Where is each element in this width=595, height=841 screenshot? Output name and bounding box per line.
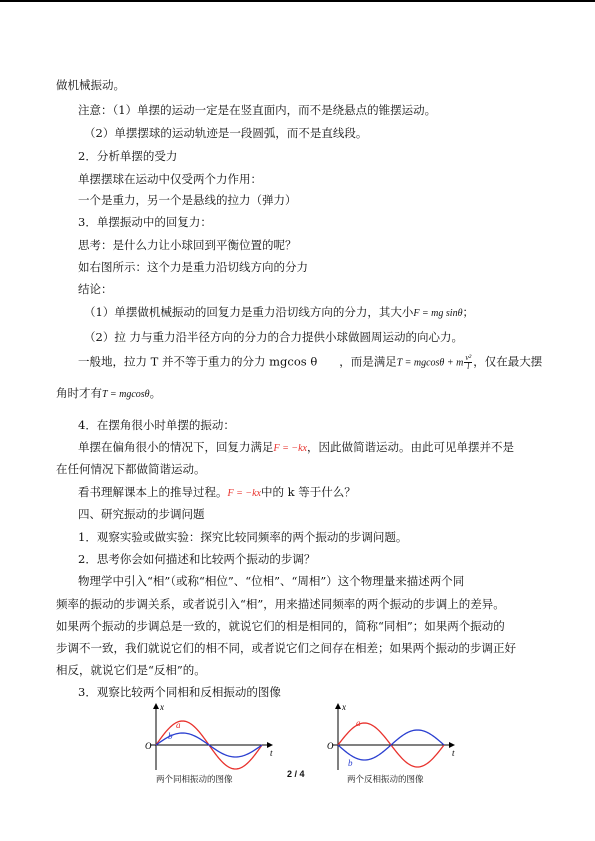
formula: T = mgcosθ + m (396, 357, 464, 369)
text-line: 2．思考你会如何描述和比较两个振动的步调？ (78, 552, 316, 566)
text-line: 频率的振动的步调关系，或者说引入“相”，用来描述同频率的两个振动的步调上的差异。 (56, 597, 505, 611)
text-line: 在任何情况下都做简谐运动。 (56, 462, 206, 476)
x-axis-label: x (160, 702, 164, 712)
section-heading: 四、研究振动的步调问题 (78, 507, 205, 521)
formula: T = mgcosθ (102, 389, 150, 400)
t-axis-label: t (270, 748, 273, 758)
wave-a-label: a (356, 718, 361, 728)
text-line: 角时才有T = mgcosθ。 (56, 386, 162, 400)
header-rule (0, 0, 595, 2)
text-line: 如右图所示：这个力是重力沿切线方向的分力 (78, 260, 308, 274)
conclusion-line: （1）单摆做机械振动的回复力是重力沿切线方向的分力，其大小F = mg sinθ； (84, 305, 474, 319)
note-line: （2）单摆摆球的运动轨迹是一段圆弧，而不是直线段。 (84, 126, 368, 140)
text-line: 结论： (78, 282, 113, 296)
text-line: 一个是重力，另一个是悬线的拉力（弹力） (78, 193, 297, 207)
text-line: 相反，就说它们是“反相”的。 (56, 663, 206, 677)
fraction: $\frac{\text{v²}}{l}$ (465, 353, 472, 371)
section-heading: 3．单摆振动中的回复力： (78, 215, 212, 229)
text-line: 看书理解课本上的推导过程。F = −kx中的 k 等于什么？ (78, 485, 356, 499)
text-line: 1．观察实验或做实验：探究比较同频率的两个振动的步调问题。 (78, 530, 408, 544)
conclusion-line: （2）拉 力与重力沿半径方向的分力的合力提供小球做圆周运动的向心力。 (84, 330, 463, 344)
t-axis-label: t (452, 748, 455, 758)
text-line: 思考：是什么力让小球回到平衡位置的呢？ (78, 238, 297, 252)
text-line: 单摆在偏角很小的情况下，回复力满足F = −kx，因此做简谐运动。由此可见单摆并不是 (78, 440, 514, 454)
text-line: 物理学中引入“相”（或称“相位”、“位相”、“周相”）这个物理量来描述两个同 (78, 574, 465, 588)
section-heading: 2．分析单摆的受力 (78, 149, 178, 163)
figure-caption: 两个反相振动的图像 (347, 775, 424, 785)
wave-b-label: b (348, 758, 353, 768)
origin-label: O (145, 741, 152, 751)
figure-caption: 两个同相振动的图像 (156, 775, 233, 785)
origin-label: O (327, 741, 334, 751)
wave-a-label: a (176, 720, 181, 730)
formula: F = mg sinθ (413, 308, 463, 319)
in-phase-graph (144, 700, 284, 772)
text-line: 单摆摆球在运动中仅受两个力作用： (78, 172, 262, 186)
section-heading: 3．观察比较两个同相和反相振动的图像 (78, 685, 281, 699)
x-axis-label: x (342, 702, 346, 712)
text-line: 一般地，拉力 T 并不等于重力的分力 mgcos θ ，而是满足T = mgcosθ + m $\frac{\text{v²}}{l}$ ，仅在最大摆 (78, 353, 543, 371)
section-heading: 4．在摆角很小时单摆的振动： (78, 418, 235, 432)
formula: F = −kx (227, 488, 261, 499)
text-line: 做机械振动。 (56, 78, 125, 92)
note-line: 注意：（1）单摆的运动一定是在竖直面内，而不是绕悬点的锥摆运动。 (78, 103, 437, 117)
wave-b-label: b (168, 731, 173, 741)
anti-phase-graph (326, 700, 466, 772)
text-line: 步调不一致，我们就说它们的相不同，或者说它们之间存在相差；如果两个振动的步调正好 (56, 641, 516, 655)
formula: F = −kx (273, 443, 307, 454)
page-number: 2 / 4 (287, 769, 305, 779)
text-line: 如果两个振动的步调总是一致的，就说它们的相是相同的，简称“同相”；如果两个振动的 (56, 619, 505, 633)
